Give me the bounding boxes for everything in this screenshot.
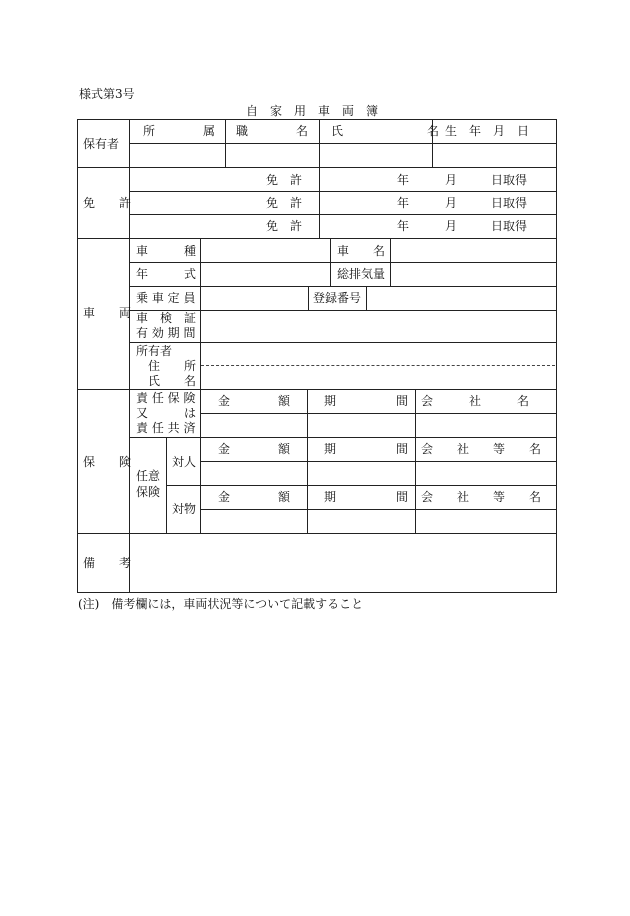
inspection-label-line1: 車 検 証 [136,311,197,325]
vehicle-type-label: 車 種 [136,244,197,258]
license-row-3-label: 免 許 [266,219,303,233]
remarks-label: 備 考 [83,556,132,570]
license-row-1-label: 免 許 [266,173,303,187]
license-row-1-month: 月 [445,173,458,187]
liability-amount-header: 金 額 [218,394,291,408]
license-row-2-year: 年 [397,196,410,210]
license-row-3-month: 月 [445,219,458,233]
license-row-1-acquired: 日取得 [491,173,528,187]
property-amount-header: 金 額 [218,490,291,504]
liability-company-header: 会 社 名 [421,394,530,408]
liability-label-line3: 責 任 共 済 [136,421,196,435]
liability-period-header: 期 間 [324,394,409,408]
remarks-field[interactable] [131,535,554,590]
person-label: 対人 [172,455,197,469]
birthdate-header: 生 年 月 日 [445,124,530,138]
person-amount-header: 金 額 [218,442,291,456]
holder-label: 保有者 [83,137,120,151]
property-label: 対物 [172,502,197,516]
license-row-1-year: 年 [397,173,410,187]
displacement-label: 総排気量 [337,267,386,281]
optional-label-line2: 保険 [136,485,161,499]
registration-number-label: 登録番号 [313,291,362,305]
liability-label-line2: 又 は [136,406,197,420]
license-row-2-acquired: 日取得 [491,196,528,210]
form-title: 自 家 用 車 両 簿 [246,104,379,118]
name-field[interactable] [321,145,430,166]
inspection-label-line2: 有 効 期 間 [136,326,196,340]
owner-address-label: 住 所 [148,359,197,373]
person-period-header: 期 間 [324,442,409,456]
affiliation-field[interactable] [131,145,223,166]
owner-label-line1: 所有者 [136,344,173,358]
optional-label-line1: 任意 [136,469,161,483]
vehicle-label: 車 両 [83,306,132,320]
person-company-header: 会 社 等 名 [421,442,542,456]
birthdate-field[interactable] [434,145,554,166]
position-field[interactable] [227,145,317,166]
license-row-2-month: 月 [445,196,458,210]
form-number: 様式第3号 [79,87,135,101]
footnote: (注) 備考欄には，車両状況等について記載すること [78,597,364,611]
liability-label-line1: 責 任 保 険 [136,391,196,405]
capacity-label: 乗 車 定 員 [136,291,196,305]
affiliation-header: 所 属 [143,124,216,138]
property-period-header: 期 間 [324,490,409,504]
name-header: 氏 名 [331,124,440,138]
license-row-3-acquired: 日取得 [491,219,528,233]
car-name-label: 車 名 [337,244,386,258]
position-header: 職 名 [236,124,309,138]
model-year-label: 年 式 [136,267,197,281]
property-company-header: 会 社 等 名 [421,490,542,504]
insurance-label: 保 険 [83,455,132,469]
license-row-3-year: 年 [397,219,410,233]
license-label: 免 許 [83,196,132,210]
owner-name-label: 氏 名 [148,374,197,388]
license-row-2-label: 免 許 [266,196,303,210]
